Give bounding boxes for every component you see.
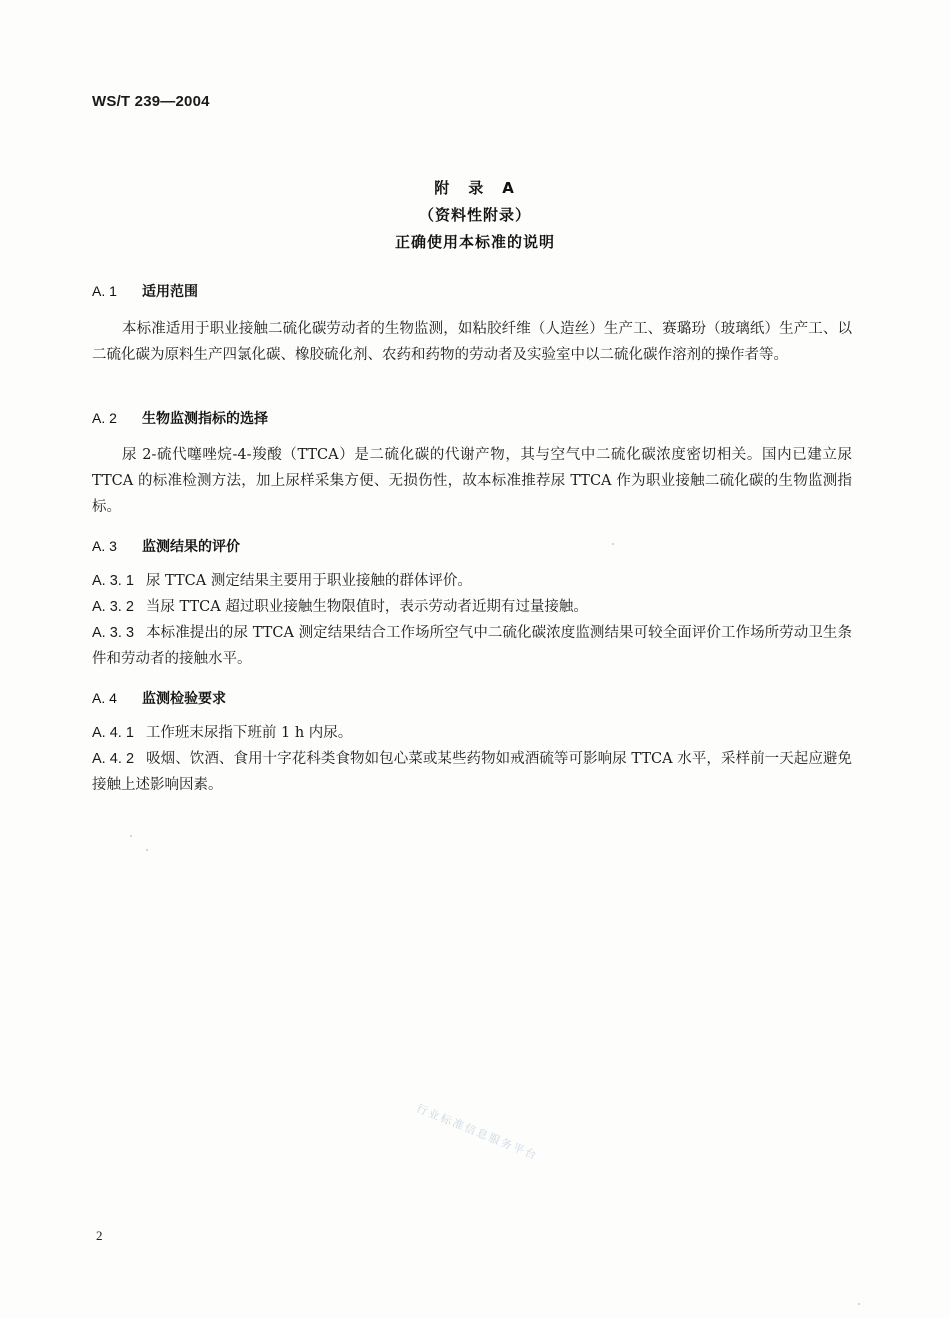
section-a3-heading [92, 536, 240, 556]
item-a3-3 [92, 620, 852, 672]
item-number: A. 4. 2 [92, 751, 135, 767]
item-text: 本标准提出的尿 TTCA 测定结果结合工作场所空气中二硫化碳浓度监测结果可较全面评价工作场所劳动卫生条件和劳动者的接触水平。 [92, 625, 852, 667]
scan-speck [858, 1303, 860, 1305]
scan-speck [612, 543, 614, 545]
section-title: 监测检验要求 [142, 691, 226, 707]
appendix-title: 附 录 A [434, 179, 516, 197]
section-number: A. 3 [92, 538, 117, 554]
item-text: 吸烟、饮酒、食用十字花科类食物如包心菜或某些药物如戒酒硫等可影响尿 TTCA 水平，采样前一天起应避免接触上述影响因素。 [92, 751, 852, 793]
section-a2-heading [92, 408, 268, 428]
scan-speck [146, 849, 148, 851]
item-number: A. 3. 3 [92, 625, 135, 641]
section-a1-heading [92, 281, 198, 301]
item-number: A. 3. 1 [92, 573, 134, 589]
section-title: 生物监测指标的选择 [142, 411, 268, 427]
section-title: 监测结果的评价 [142, 539, 240, 555]
item-text: 尿 TTCA 测定结果主要用于职业接触的群体评价。 [145, 573, 472, 589]
item-a3-1 [92, 568, 852, 594]
item-a4-1 [92, 720, 852, 746]
section-a1-paragraph: 本标准适用于职业接触二硫化碳劳动者的生物监测，如粘胶纤维（人造丝）生产工、赛璐玢（玻璃纸）生产工、以二硫化碳为原料生产四氯化碳、橡胶硫化剂、农药和药物的劳动者及实验室中以二硫化碳作溶剂的操作者等。 [92, 321, 852, 363]
appendix-heading: 正确使用本标准的说明 [394, 233, 555, 251]
section-a4-heading [92, 688, 226, 708]
section-number: A. 2 [92, 410, 117, 426]
section-number: A. 1 [92, 283, 117, 299]
scan-speck [130, 835, 132, 837]
section-a2-paragraph: 尿 2-硫代噻唑烷-4-羧酸（TTCA）是二硫化碳的代谢产物，其与空气中二硫化碳浓度密切相关。国内已建立尿 TTCA 的标准检测方法，加上尿样采集方便、无损伤性，故本标准推荐尿 TTCA 作为职业接触二硫化碳的生物监测指标。 [92, 447, 852, 515]
standard-code: WS/T 239—2004 [92, 93, 210, 110]
item-number: A. 4. 1 [92, 725, 134, 741]
section-title: 适用范围 [142, 284, 198, 300]
item-number: A. 3. 2 [92, 599, 134, 615]
item-text: 工作班末尿指下班前 1 h 内尿。 [145, 725, 353, 741]
item-a4-2 [92, 746, 852, 798]
item-text: 当尿 TTCA 超过职业接触生物限值时，表示劳动者近期有过量接触。 [145, 599, 588, 615]
item-a3-2 [92, 594, 852, 620]
appendix-subtitle: （资料性附录） [418, 206, 531, 224]
watermark-text: 行业标准信息服务平台 [414, 1101, 540, 1163]
section-number: A. 4 [92, 690, 117, 706]
page-number: 2 [96, 1228, 103, 1243]
